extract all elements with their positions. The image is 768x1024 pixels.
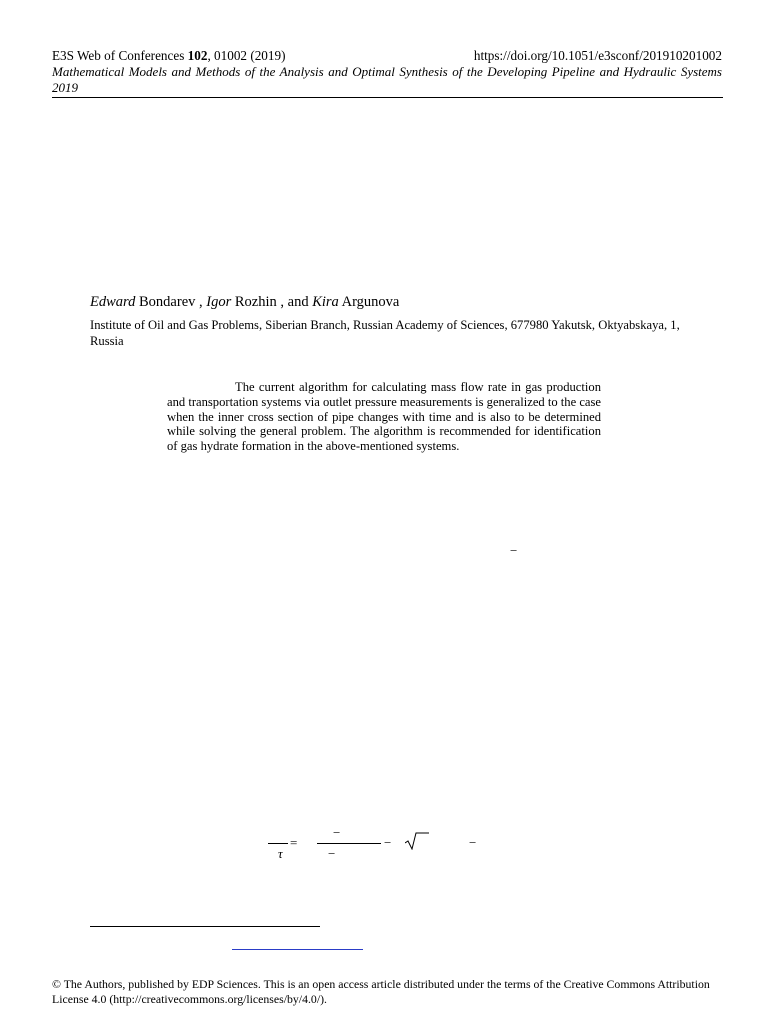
trailing-minus: −	[469, 835, 477, 850]
author-2-given: Igor	[206, 294, 232, 310]
journal-citation	[52, 48, 285, 64]
author-2-family: Rozhin	[231, 294, 277, 310]
fraction-bar	[268, 843, 288, 844]
author-1-given: Edward	[90, 294, 136, 310]
abstract-text: The current algorithm for calculating mass flow rate in gas production and transportation systems via outlet pressure measurements is generalized to the case when the inner cross section of pipe changes with time and is also to be determined while solving the general problem. The algorithm is recommended for identification of gas hydrate formation in the above-mentioned systems.	[167, 380, 601, 454]
denominator-minus: −	[328, 846, 336, 861]
license-notice: © The Authors, published by EDP Sciences. This is an open access article distributed under the terms of the Creative Commons Attribution License 4.0 (http://creativecommons.org/licenses/by/4.0/).	[52, 977, 710, 1006]
numerator-minus: −	[333, 825, 341, 840]
formula-fragment-minus: −	[510, 543, 518, 558]
author-separator: , and	[276, 294, 313, 310]
doi-link[interactable]: https://doi.org/10.1051/e3sconf/201910201002	[473, 48, 722, 63]
affiliation: Institute of Oil and Gas Problems, Siberian Branch, Russian Academy of Sciences, 677980 Yakutsk, Oktyabskaya, 1, Russia	[90, 318, 680, 348]
footnote-rule	[90, 926, 320, 927]
equals-sign: =	[290, 835, 298, 850]
article-number: , 01002 (2019)	[207, 48, 286, 63]
author-3-given: Kira	[312, 294, 339, 310]
author-list	[90, 293, 399, 311]
author-1-family: Bondarev	[135, 294, 196, 310]
journal-name: E3S Web of Conferences	[52, 48, 188, 63]
fraction-bar	[317, 843, 381, 844]
volume-number: 102	[187, 48, 208, 63]
tau-symbol: τ	[278, 846, 283, 861]
operator-minus: −	[384, 835, 392, 850]
conference-title: Mathematical Models and Methods of the Analysis and Optimal Synthesis of the Developing Pipeline and Hydraulic Systems 2019	[52, 64, 722, 95]
square-root-icon	[405, 832, 429, 850]
author-3-family: Argunova	[338, 294, 400, 310]
header-rule	[52, 97, 723, 98]
footnote-email-link[interactable]	[232, 949, 363, 950]
author-separator: ,	[195, 294, 207, 310]
